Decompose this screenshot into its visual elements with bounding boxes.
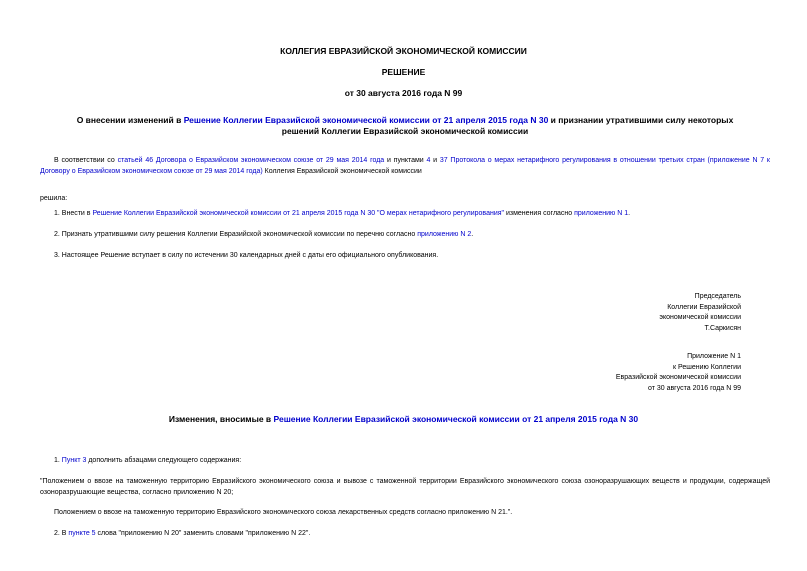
document-title bbox=[60, 115, 750, 137]
appendix-line-2: к Решению Коллегии bbox=[673, 363, 741, 371]
title-suffix: и признании утратившими силу некоторых решений Коллегии Евразийской экономической комиссии bbox=[281, 115, 734, 136]
change-2-suffix: слова "приложению N 20" заменить словами "приложению N 22". bbox=[95, 530, 311, 537]
document-type: РЕШЕНИЕ bbox=[381, 67, 426, 77]
change-1-prefix: 1. bbox=[54, 457, 62, 464]
signature-line-2: Коллегии Евразийской bbox=[667, 303, 741, 311]
clause-5-link[interactable]: пункте 5 bbox=[68, 530, 96, 537]
preamble-text-1: В соответствии со bbox=[54, 157, 118, 164]
document-date: от 30 августа 2016 года N 99 bbox=[344, 88, 463, 98]
preamble-text-3: и bbox=[430, 157, 440, 164]
item-1-prefix: 1. Внести в bbox=[54, 210, 93, 217]
change-item-1 bbox=[40, 455, 770, 466]
title-link[interactable]: Решение Коллегии Евразийской экономической комиссии от 21 апреля 2015 года N 30 bbox=[183, 115, 549, 125]
signature-line-1: Председатель bbox=[694, 293, 741, 300]
article-46-link[interactable]: статьей 46 Договора о Евразийском экономическом союзе от 29 мая 2014 года bbox=[117, 157, 385, 164]
decision-30-link[interactable]: Решение Коллегии Евразийской экономической комиссии от 21 апреля 2015 года N 30 "О мерах нетарифного регулирования" bbox=[92, 210, 505, 217]
change-1-suffix: дополнить абзацами следующего содержания: bbox=[86, 457, 242, 464]
signature-name: Т.Саркисян bbox=[704, 324, 741, 332]
appendix-block bbox=[616, 352, 741, 394]
appendix-line-1: Приложение N 1 bbox=[687, 353, 741, 360]
item-4-link[interactable]: 4 bbox=[426, 157, 431, 164]
changes-title-prefix: Изменения, вносимые в bbox=[168, 414, 274, 424]
issuer-heading: КОЛЛЕГИЯ ЕВРАЗИЙСКОЙ ЭКОНОМИЧЕСКОЙ КОМИССИИ bbox=[280, 46, 527, 56]
item-1-middle: изменения согласно bbox=[504, 210, 575, 217]
quoted-paragraph-2: Положением о ввозе на таможенную территорию Евразийского экономического союза лекарственных средств согласно приложению N 21.". bbox=[54, 509, 513, 516]
changes-title bbox=[0, 414, 807, 424]
decision-item-1 bbox=[40, 208, 770, 219]
change-2-prefix: 2. В bbox=[54, 530, 69, 537]
item-1-suffix: . bbox=[628, 210, 631, 217]
quoted-paragraph-1: "Положением о ввозе на таможенную территорию Евразийского экономического союза и вывозе с таможенной территории Евразийского экономического союза озоноразрушающих веществ и продукции, содержащей озоноразрушающие вещества, согласно приложению N 20; bbox=[40, 478, 770, 496]
preamble bbox=[40, 155, 770, 177]
item-2-suffix: . bbox=[471, 231, 474, 238]
change-item-2 bbox=[40, 528, 770, 539]
title-prefix: О внесении изменений в bbox=[76, 115, 184, 125]
appendix-line-4: от 30 августа 2016 года N 99 bbox=[647, 384, 741, 392]
signature-block bbox=[659, 292, 741, 334]
decision-item-3: 3. Настоящее Решение вступает в силу по истечении 30 календарных дней с даты его официального опубликования. bbox=[54, 252, 439, 259]
item-2-prefix: 2. Признать утратившими силу решения Коллегии Евразийской экономической комиссии по перечню согласно bbox=[54, 231, 418, 238]
preamble-text-4: Коллегия Евразийской экономической комиссии bbox=[262, 168, 422, 175]
appendix-1-link[interactable]: приложению N 1 bbox=[574, 210, 629, 217]
changes-title-link[interactable]: Решение Коллегии Евразийской экономической комиссии от 21 апреля 2015 года N 30 bbox=[273, 414, 639, 424]
decision-item-2 bbox=[40, 229, 770, 240]
preamble-text-2: и пунктами bbox=[384, 157, 427, 164]
decided-label: решила: bbox=[40, 195, 68, 202]
appendix-line-3: Евразийской экономической комиссии bbox=[615, 374, 741, 382]
clause-3-link[interactable]: Пункт 3 bbox=[61, 457, 87, 464]
signature-line-3: экономической комиссии bbox=[659, 314, 741, 322]
protocol-link[interactable]: 37 Протокола о мерах нетарифного регулирования в отношении третьих стран (приложение N 7 к Договору о Евразийском экономическом союзе от 29 мая 2014 года) bbox=[40, 157, 770, 175]
appendix-2-link[interactable]: приложению N 2 bbox=[417, 231, 472, 238]
